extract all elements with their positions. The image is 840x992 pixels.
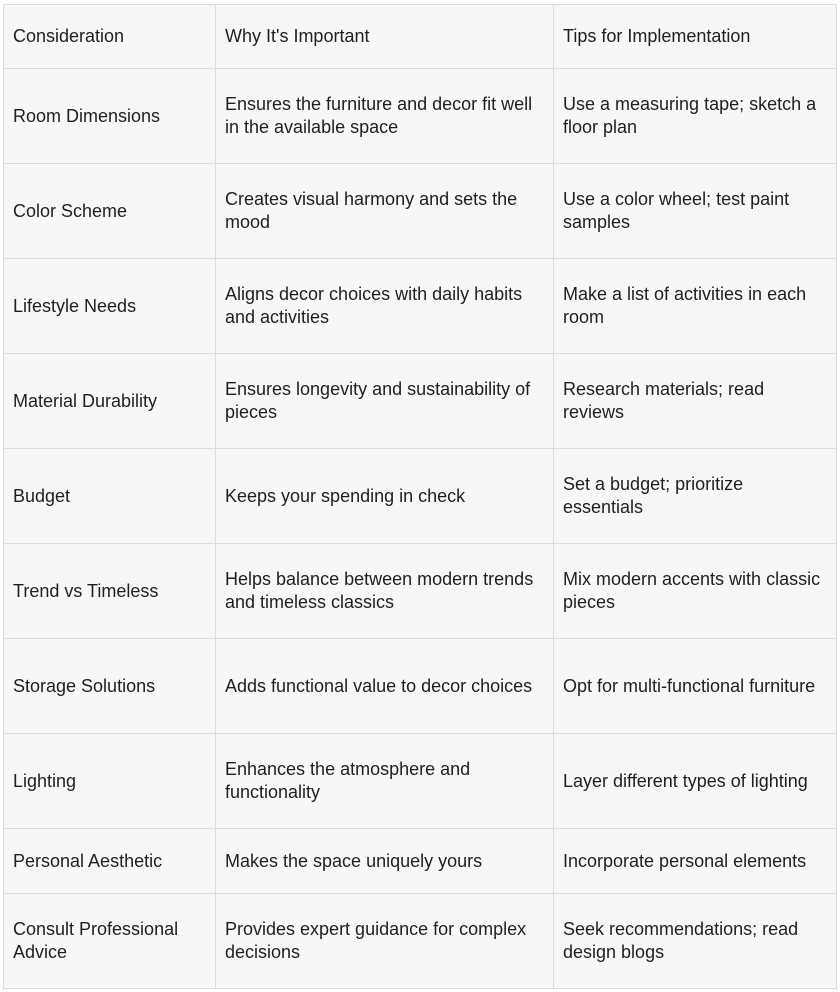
cell-consideration[interactable]: Budget <box>4 449 216 544</box>
table-row <box>4 354 837 449</box>
cell-why[interactable]: Adds functional value to decor choices <box>216 639 554 734</box>
cell-tips[interactable]: Opt for multi-functional furniture <box>554 639 837 734</box>
table-row <box>4 449 837 544</box>
cell-consideration[interactable]: Lifestyle Needs <box>4 259 216 354</box>
cell-tips[interactable]: Set a budget; prioritize essentials <box>554 449 837 544</box>
header-cell-why[interactable]: Why It's Important <box>216 5 554 69</box>
cell-tips[interactable]: Seek recommendations; read design blogs <box>554 894 837 989</box>
table-row <box>4 544 837 639</box>
cell-consideration[interactable]: Storage Solutions <box>4 639 216 734</box>
cell-tips[interactable]: Layer different types of lighting <box>554 734 837 829</box>
table-row <box>4 69 837 164</box>
cell-why[interactable]: Provides expert guidance for complex decisions <box>216 894 554 989</box>
table-row <box>4 829 837 894</box>
cell-tips[interactable]: Research materials; read reviews <box>554 354 837 449</box>
cell-tips[interactable]: Mix modern accents with classic pieces <box>554 544 837 639</box>
cell-consideration[interactable]: Color Scheme <box>4 164 216 259</box>
header-cell-tips[interactable]: Tips for Implementation <box>554 5 837 69</box>
cell-why[interactable]: Enhances the atmosphere and functionality <box>216 734 554 829</box>
cell-why[interactable]: Helps balance between modern trends and timeless classics <box>216 544 554 639</box>
cell-tips[interactable]: Incorporate personal elements <box>554 829 837 894</box>
considerations-table <box>3 4 837 989</box>
cell-why[interactable]: Ensures the furniture and decor fit well in the available space <box>216 69 554 164</box>
header-cell-consideration[interactable]: Consideration <box>4 5 216 69</box>
spreadsheet-table-container <box>3 4 836 987</box>
cell-why[interactable]: Creates visual harmony and sets the mood <box>216 164 554 259</box>
cell-why[interactable]: Keeps your spending in check <box>216 449 554 544</box>
cell-consideration[interactable]: Room Dimensions <box>4 69 216 164</box>
cell-tips[interactable]: Use a color wheel; test paint samples <box>554 164 837 259</box>
table-row <box>4 734 837 829</box>
cell-consideration[interactable]: Lighting <box>4 734 216 829</box>
cell-why[interactable]: Makes the space uniquely yours <box>216 829 554 894</box>
table-row <box>4 894 837 989</box>
cell-tips[interactable]: Make a list of activities in each room <box>554 259 837 354</box>
table-row <box>4 639 837 734</box>
cell-consideration[interactable]: Consult Professional Advice <box>4 894 216 989</box>
table-header-row <box>4 5 837 69</box>
cell-consideration[interactable]: Personal Aesthetic <box>4 829 216 894</box>
cell-consideration[interactable]: Material Durability <box>4 354 216 449</box>
cell-why[interactable]: Ensures longevity and sustainability of pieces <box>216 354 554 449</box>
cell-why[interactable]: Aligns decor choices with daily habits and activities <box>216 259 554 354</box>
cell-tips[interactable]: Use a measuring tape; sketch a floor plan <box>554 69 837 164</box>
table-row <box>4 259 837 354</box>
table-row <box>4 164 837 259</box>
cell-consideration[interactable]: Trend vs Timeless <box>4 544 216 639</box>
